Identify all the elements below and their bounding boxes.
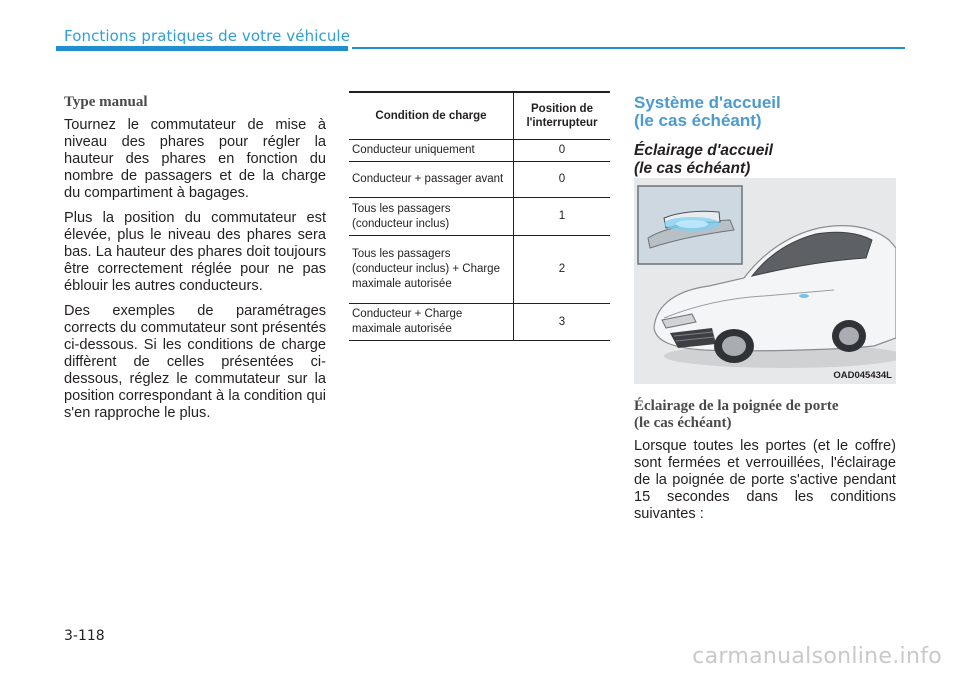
table-header-condition: Condition de charge: [349, 92, 514, 140]
paragraph-2: Plus la position du commutateur est élevée, plus le niveau des phares sera bas. La hauteur des phares doit toujours être correctement réglée pour ne pas éblouir les autres conducteurs.: [64, 210, 326, 294]
paragraph-3: Des exemples de paramétrages corrects du commutateur sont présentés ci-dessous. Si les conditions de charge diffèrent de celles présentées ci-dessous, réglez le commutateur sur la position correspondant à la condition qui s'en rapproche le plus.: [64, 303, 326, 421]
header-rule-thin: [352, 47, 905, 49]
table-header-position: Position de l'interrupteur: [514, 92, 611, 140]
table-cell-position: 0: [514, 140, 611, 162]
car-illustration: [634, 178, 896, 384]
image-caption: OAD045434L: [833, 370, 892, 381]
watermark: carmanualsonline.info: [692, 644, 942, 669]
table-row: [349, 140, 610, 162]
table-cell-position: 0: [514, 162, 611, 198]
table-row: [349, 162, 610, 198]
table-cell-position: 3: [514, 304, 611, 341]
door-handle-heading-line2: (le cas échéant): [634, 415, 732, 431]
load-condition-table: [349, 91, 610, 341]
left-column: [64, 94, 326, 430]
header-rule-thick: [56, 46, 348, 51]
welcome-system-title-line1: Système d'accueil: [634, 93, 781, 112]
type-manual-heading: Type manual: [64, 94, 148, 110]
table-row: [349, 304, 610, 341]
section-header-title: Fonctions pratiques de votre véhicule: [64, 27, 351, 45]
table-row: [349, 198, 610, 236]
table-cell-condition: Conducteur + Charge maximale autorisée: [349, 304, 514, 341]
table-cell-condition: Conducteur uniquement: [349, 140, 514, 162]
door-handle-heading-line1: Éclairage de la poignée de porte: [634, 398, 839, 414]
car-drawing: [634, 178, 896, 384]
welcome-system-title: [634, 94, 896, 130]
table-cell-condition: Tous les passagers (conducteur inclus): [349, 198, 514, 236]
table-cell-condition: Tous les passagers (conducteur inclus) + Charge maximale autorisée: [349, 236, 514, 304]
table-cell-position: 2: [514, 236, 611, 304]
welcome-system-title-line2: (le cas échéant): [634, 111, 762, 130]
right-column-top: [634, 94, 896, 178]
door-handle-heading: [634, 398, 896, 432]
table-cell-position: 1: [514, 198, 611, 236]
page-number: 3-118: [64, 628, 105, 644]
table-cell-condition: Conducteur + passager avant: [349, 162, 514, 198]
welcome-light-subtitle-line2: (le cas échéant): [634, 160, 751, 177]
table-row: [349, 236, 610, 304]
door-handle-paragraph: Lorsque toutes les portes (et le coffre) sont fermées et verrouillées, l'éclairage de la poignée de porte s'active pendant 15 secondes dans les conditions suivantes :: [634, 438, 896, 522]
welcome-light-subtitle-line1: Éclairage d'accueil: [634, 142, 773, 159]
welcome-light-subtitle: [634, 142, 896, 178]
right-column-bottom: [634, 398, 896, 531]
paragraph-1: Tournez le commutateur de mise à niveau des phares pour régler la hauteur des phares en fonction du nombre de passagers et de la charge du compartiment à bagages.: [64, 117, 326, 201]
